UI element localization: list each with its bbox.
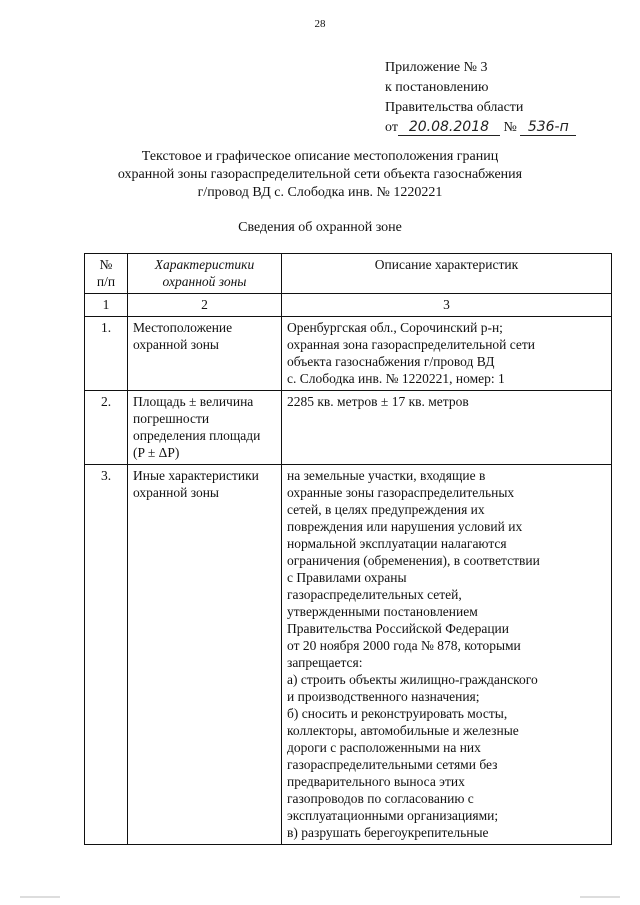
column-number-2: 2 <box>128 294 282 317</box>
appendix-date-line <box>385 118 576 138</box>
row-characteristic <box>128 391 282 465</box>
title-line-1: Текстовое и графическое описание местоположения границ <box>141 149 499 164</box>
number-prefix: № <box>503 120 517 135</box>
header-characteristics-line-1: Характеристики <box>154 257 255 272</box>
header-characteristics-line-2: охранной зоны <box>162 274 247 289</box>
description-line: на земельные участки, входящие в <box>287 468 486 483</box>
row-description <box>282 465 612 845</box>
description-line: б) сносить и реконструировать мосты, <box>287 706 508 721</box>
column-number-3: 3 <box>282 294 612 317</box>
column-numbers-row <box>85 294 612 317</box>
table-row <box>85 317 612 391</box>
characteristic-line: Иные характеристики <box>133 468 259 483</box>
handwritten-number: 536-п <box>520 119 576 136</box>
characteristic-line: Местоположение <box>133 320 233 335</box>
description-line: объекта газоснабжения г/провод ВД <box>287 354 495 369</box>
description-line: охранные зоны газораспределительных <box>287 485 515 500</box>
document-title <box>0 148 640 202</box>
appendix-block <box>385 58 576 138</box>
zone-info-table <box>84 253 612 845</box>
section-subtitle: Сведения об охранной зоне <box>238 220 402 235</box>
row-number: 1. <box>85 317 128 391</box>
description-line: и производственного назначения; <box>287 689 480 704</box>
row-characteristic <box>128 465 282 845</box>
appendix-line-2: к постановлению <box>385 80 489 95</box>
characteristic-line: (P ± ΔP) <box>133 445 180 460</box>
description-line: сетей, в целях предупреждения их <box>287 502 485 517</box>
description-line: эксплуатационными организациями; <box>287 808 499 823</box>
title-line-3: г/провод ВД с. Слободка инв. № 1220221 <box>197 185 443 200</box>
description-line: ограничения (обременения), в соответствии <box>287 553 540 568</box>
description-line: с Правилами охраны <box>287 570 407 585</box>
header-number <box>85 254 128 294</box>
handwritten-date: 20.08.2018 <box>398 119 500 136</box>
scan-artifact <box>20 893 620 899</box>
description-line: с. Слободка инв. № 1220221, номер: 1 <box>287 371 505 386</box>
description-line: газопроводов по согласованию с <box>287 791 474 806</box>
row-number: 2. <box>85 391 128 465</box>
description-line: повреждения или нарушения условий их <box>287 519 523 534</box>
header-number-line-1: № <box>99 257 113 272</box>
characteristic-line: погрешности <box>133 411 210 426</box>
description-line: а) строить объекты жилищно-гражданского <box>287 672 538 687</box>
description-line: коллекторы, автомобильные и железные <box>287 723 519 738</box>
description-line: запрещается: <box>287 655 363 670</box>
description-line: Оренбургская обл., Сорочинский р-н; <box>287 320 503 335</box>
header-number-line-2: п/п <box>96 274 116 289</box>
table-row <box>85 391 612 465</box>
characteristic-line: охранной зоны <box>133 337 220 352</box>
description-line: от 20 ноября 2000 года № 878, которыми <box>287 638 521 653</box>
column-number-1: 1 <box>85 294 128 317</box>
header-characteristics <box>128 254 282 294</box>
row-description <box>282 391 612 465</box>
appendix-line-3: Правительства области <box>385 100 524 115</box>
description-line: в) разрушать берегоукрепительные <box>287 825 489 840</box>
row-number: 3. <box>85 465 128 845</box>
description-line: утвержденными постановлением <box>287 604 478 619</box>
description-line: газораспределительных сетей, <box>287 587 462 602</box>
title-line-2: охранной зоны газораспределительной сети объекта газоснабжения <box>117 167 523 182</box>
appendix-line-1: Приложение № 3 <box>385 60 488 75</box>
header-description: Описание характеристик <box>282 254 612 294</box>
page-number: 28 <box>314 18 326 30</box>
table-row <box>85 465 612 845</box>
characteristic-line: охранной зоны <box>133 485 220 500</box>
description-line: предварительного выноса этих <box>287 774 465 789</box>
characteristic-line: определения площади <box>133 428 261 443</box>
characteristic-line: Площадь ± величина <box>133 394 254 409</box>
description-line: нормальной эксплуатации налагаются <box>287 536 507 551</box>
row-description <box>282 317 612 391</box>
row-characteristic <box>128 317 282 391</box>
table-header-row <box>85 254 612 294</box>
date-prefix: от <box>385 120 398 135</box>
description-line: 2285 кв. метров ± 17 кв. метров <box>287 394 469 409</box>
description-line: газораспределительными сетями без <box>287 757 498 772</box>
description-line: Правительства Российской Федерации <box>287 621 509 636</box>
description-line: охранная зона газораспределительной сети <box>287 337 536 352</box>
description-line: дороги с расположенными на них <box>287 740 481 755</box>
